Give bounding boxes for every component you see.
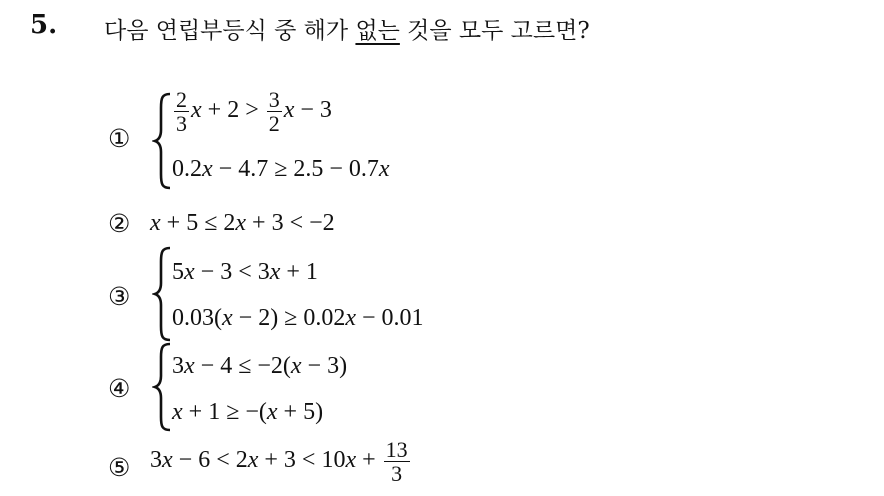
question-number: 5. — [30, 10, 58, 40]
option-3-line-1: 5x − 3 < 3x + 1 — [172, 259, 318, 285]
option-4-line-2: x + 1 ≥ −(x + 5) — [172, 399, 324, 425]
option-2-marker: ② — [108, 209, 131, 238]
option-4-line-1: 3x − 4 ≤ −2(x − 3) — [172, 353, 348, 379]
option-1-line-2: 0.2x − 4.7 ≥ 2.5 − 0.7x — [172, 156, 390, 182]
option-2-line: x + 5 ≤ 2x + 3 < −2 — [150, 210, 335, 236]
question-text — [104, 12, 590, 45]
option-4-brace — [152, 342, 174, 432]
question-text-underlined: 없는 — [355, 18, 400, 44]
option-3-line-2: 0.03(x − 2) ≥ 0.02x − 0.01 — [172, 305, 424, 331]
option-3-marker: ③ — [108, 282, 131, 311]
question-text-after: 것을 모두 고르면? — [399, 18, 590, 44]
option-3-brace — [152, 246, 174, 342]
question-text-before: 다음 연립부등식 중 해가 — [104, 18, 356, 44]
option-1-marker: ① — [108, 124, 131, 153]
option-1-line-1: $\frac{2}{3}$ x + 2 > $\frac{3}{2}$ x − 3 — [176, 87, 332, 137]
option-4-marker: ④ — [108, 374, 131, 403]
option-1-brace — [152, 92, 174, 190]
option-5-line: 3x − 6 < 2x + 3 < 10x + $\frac{13}{3}$ — [150, 437, 408, 487]
option-5-marker: ⑤ — [108, 453, 131, 482]
